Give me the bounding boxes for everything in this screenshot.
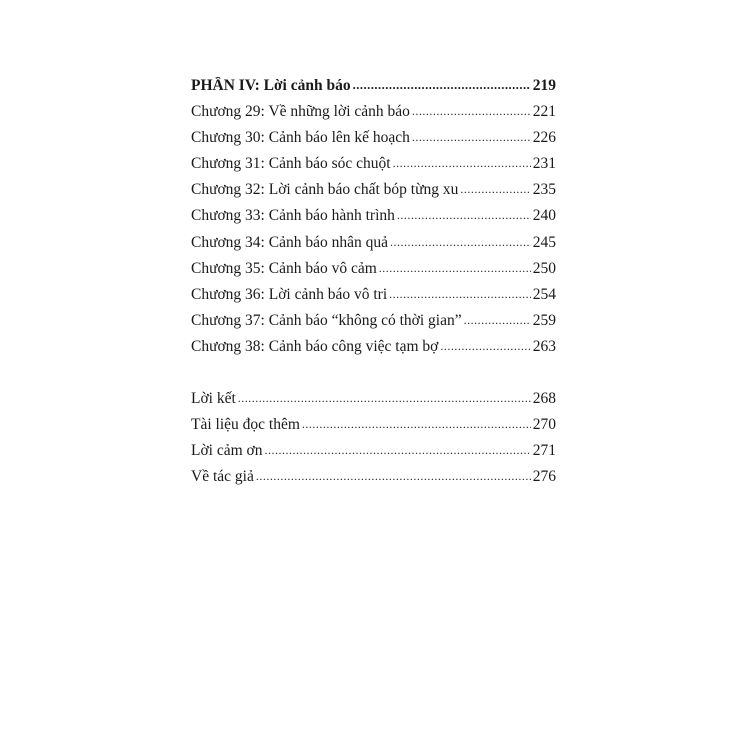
toc-entry-page: 235 (532, 181, 556, 199)
toc-dot-leader (412, 103, 531, 120)
toc-entry-title: Chương 35: Cảnh báo vô cảm (191, 259, 377, 277)
toc-entry-title: Chương 30: Cảnh báo lên kế hoạch (191, 129, 410, 147)
toc-entry-page: 221 (532, 103, 556, 121)
toc-dot-leader (353, 77, 531, 94)
toc-entry-page: 268 (532, 390, 556, 408)
toc-dot-leader (397, 207, 531, 224)
toc-entry-title: Lời cảm ơn (191, 442, 263, 460)
toc-chapter-entry (191, 207, 556, 233)
toc-entry-page: 240 (532, 207, 556, 225)
toc-chapter-entry (191, 155, 556, 181)
toc-entry-page: 270 (532, 416, 556, 434)
toc-entry-title: PHẦN IV: Lời cảnh báo (191, 77, 351, 94)
toc-entry-page: 259 (532, 311, 556, 329)
toc-chapter-entry (191, 103, 556, 129)
toc-dot-leader (390, 234, 531, 251)
toc-dot-leader (460, 181, 530, 198)
toc-chapter-entry (191, 260, 556, 286)
toc-entry-page: 250 (532, 259, 556, 277)
toc-entry-page: 219 (532, 77, 556, 94)
toc-entry-title: Về tác giả (191, 468, 254, 486)
toc-part-heading (191, 77, 556, 103)
toc-chapter-entry (191, 129, 556, 155)
toc-dot-leader (256, 468, 531, 485)
toc-chapter-entry (191, 286, 556, 312)
toc-dot-leader (379, 260, 531, 277)
toc-entry-title: Chương 37: Cảnh báo “không có thời gian” (191, 311, 462, 329)
toc-entry-title: Chương 29: Về những lời cảnh báo (191, 103, 410, 121)
toc-entry-title: Chương 32: Lời cảnh báo chất bóp từng xu (191, 181, 459, 199)
toc-dot-leader (389, 286, 531, 303)
toc-entry-title: Chương 34: Cảnh báo nhân quả (191, 233, 388, 251)
toc-chapter-entry (191, 312, 556, 338)
toc-entry-page: 231 (532, 155, 556, 173)
toc-entry-page: 245 (532, 233, 556, 251)
toc-back-matter-entry (191, 416, 556, 442)
toc-entry-title: Chương 31: Cảnh báo sóc chuột (191, 155, 391, 173)
toc-entry-title: Chương 33: Cảnh báo hành trình (191, 207, 395, 225)
toc-entry-title: Chương 38: Cảnh báo công việc tạm bợ (191, 337, 439, 355)
toc-entry-page: 263 (532, 337, 556, 355)
toc-entry-page: 226 (532, 129, 556, 147)
toc-dot-leader (264, 442, 530, 459)
toc-entry-page: 271 (532, 442, 556, 460)
toc-entry-page: 254 (532, 285, 556, 303)
toc-dot-leader (302, 416, 531, 433)
toc-entry-page: 276 (532, 468, 556, 486)
toc-dot-leader (464, 312, 531, 329)
toc-entry-title: Chương 36: Lời cảnh báo vô tri (191, 285, 388, 303)
toc-dot-leader (393, 155, 531, 172)
toc-dot-leader (440, 338, 530, 355)
toc-back-matter-entry (191, 390, 556, 416)
toc-dot-leader (412, 129, 531, 146)
toc-back-matter-entry (191, 468, 556, 494)
toc-chapter-entry (191, 338, 556, 364)
table-of-contents (191, 77, 556, 494)
toc-chapter-entry (191, 181, 556, 207)
toc-entry-title: Lời kết (191, 390, 236, 408)
toc-dot-leader (238, 390, 531, 407)
toc-entry-title: Tài liệu đọc thêm (191, 416, 300, 434)
toc-chapter-entry (191, 234, 556, 260)
section-spacer (191, 364, 556, 390)
toc-back-matter-entry (191, 442, 556, 468)
